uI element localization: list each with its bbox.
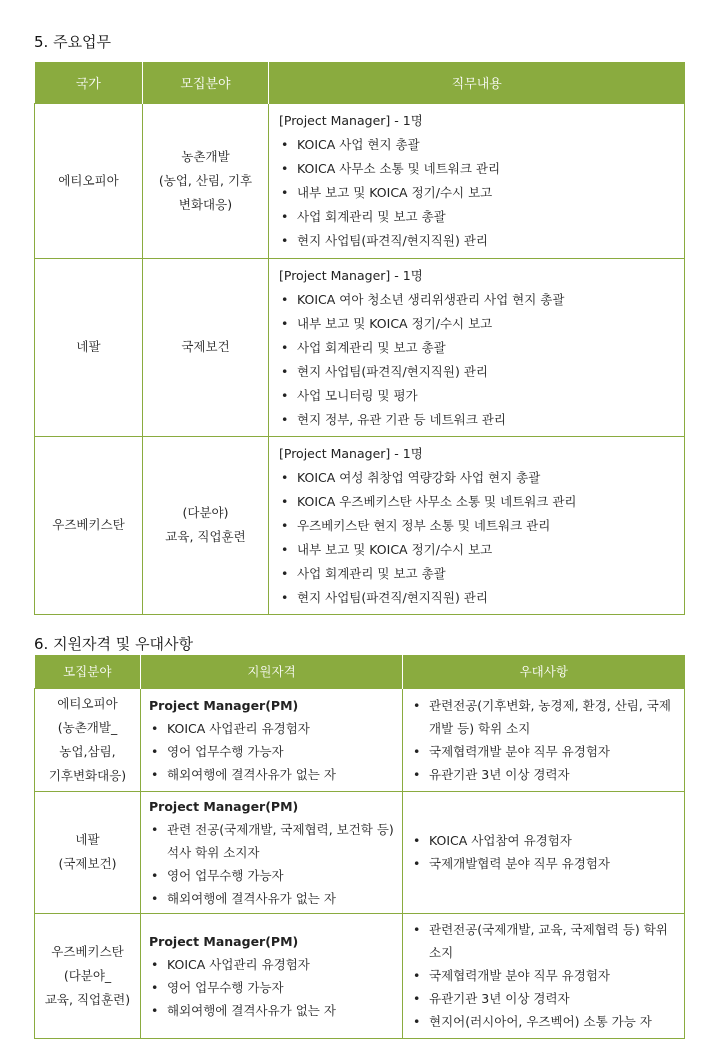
duty-list: [279, 466, 674, 610]
preference-item: • 관련전공(기후변화, 농경제, 환경, 산림, 국제개발 등) 학위 소지: [411, 694, 676, 740]
qualification-row: [35, 688, 685, 791]
duty-item: • 사업 모니터링 및 평가: [279, 384, 674, 408]
duties-cell: [269, 103, 685, 258]
duty-item: • 내부 보고 및 KOICA 정기/수시 보고: [279, 538, 674, 562]
country-name: 우즈베키스탄: [52, 517, 125, 532]
country-name: 에티오피아: [58, 172, 119, 188]
qualification-header-row: [35, 655, 685, 688]
preference-item: • 유관기관 3년 이상 경력자: [411, 763, 676, 786]
duty-item: • KOICA 사업 현지 총괄: [279, 133, 674, 157]
qualification-row: [35, 791, 685, 913]
duties-cell: [269, 258, 685, 436]
field-line: (다분야): [182, 505, 229, 520]
duty-item: • 사업 회계관리 및 보고 총괄: [279, 562, 674, 586]
recruit-field-line: (다분야_: [63, 967, 112, 983]
role-title: [Project Manager] - 1명: [279, 113, 423, 128]
qualification-item: • 해외여행에 결격사유가 없는 자: [149, 763, 394, 786]
role-title: [Project Manager] - 1명: [279, 445, 423, 461]
qualifications-cell: [141, 791, 403, 913]
role-title: [Project Manager] - 1명: [279, 267, 423, 283]
qualification-item: • 영어 업무수행 가능자: [149, 976, 394, 999]
field-cell: [143, 258, 269, 436]
field-cell: [143, 436, 269, 614]
qualification-item: • KOICA 사업관리 유경험자: [149, 953, 394, 976]
preference-item: • 현지어(러시아어, 우즈벡어) 소통 가능 자: [411, 1010, 676, 1033]
preference-item: • 관련전공(국제개발, 교육, 국제협력 등) 학위 소지: [411, 918, 676, 964]
field-line: (농업, 산림, 기후: [158, 172, 253, 188]
recruit-field-cell: [35, 913, 141, 1038]
field-line: 교육, 직업훈련: [165, 529, 246, 544]
duty-list: [279, 133, 674, 253]
duty-item: • 현지 사업팀(파견직/현지직원) 관리: [279, 229, 674, 253]
duty-list: [279, 288, 674, 432]
qualifications-cell: [141, 913, 403, 1038]
duty-item: • 현지 정부, 유관 기관 등 네트워크 관리: [279, 408, 674, 432]
recruit-field-cell: [35, 688, 141, 791]
preference-item: • 국제개발협력 분야 직무 유경험자: [411, 852, 676, 875]
qualification-table: [34, 655, 685, 1039]
pm-title: Project Manager(PM): [149, 798, 299, 814]
qualification-list: [149, 818, 394, 910]
recruit-field-line: 우즈베키스탄: [51, 943, 124, 959]
recruit-field-line: 교육, 직업훈련): [44, 991, 131, 1007]
qualification-list: [149, 717, 394, 786]
duty-item: • 현지 사업팀(파견직/현지직원) 관리: [279, 360, 674, 384]
duty-item: • 사업 회계관리 및 보고 총괄: [279, 336, 674, 360]
duty-item: • 사업 회계관리 및 보고 총괄: [279, 205, 674, 229]
recruit-field-line: (농촌개발_: [57, 719, 118, 735]
duty-item: • 내부 보고 및 KOICA 정기/수시 보고: [279, 181, 674, 205]
duties-header-row: [35, 62, 685, 103]
preferences-cell: [403, 791, 685, 913]
duties-table: [34, 62, 685, 615]
country-cell: [35, 103, 143, 258]
preference-item: • KOICA 사업참여 유경험자: [411, 829, 676, 852]
recruit-field-line: 농업,삼림,: [59, 743, 116, 759]
qualification-item: • KOICA 사업관리 유경험자: [149, 717, 394, 740]
recruit-field-line: 기후변화대응): [48, 767, 127, 783]
duties-row: [35, 103, 685, 258]
header-duties: 직무내용: [269, 62, 685, 103]
header-preferences: 우대사항: [403, 655, 685, 688]
preference-list: [411, 694, 676, 786]
pm-title: Project Manager(PM): [149, 933, 299, 949]
duties-row: [35, 436, 685, 614]
section5-title: 5. 주요업무: [34, 33, 112, 51]
preferences-cell: [403, 913, 685, 1038]
recruit-field-cell: [35, 791, 141, 913]
field-cell: [143, 103, 269, 258]
section6-title: 6. 지원자격 및 우대사항: [34, 635, 194, 653]
preference-item: • 유관기관 3년 이상 경력자: [411, 987, 676, 1010]
recruit-field-line: 에티오피아: [57, 695, 118, 711]
qualification-item: • 해외여행에 결격사유가 없는 자: [149, 999, 394, 1022]
duty-item: • KOICA 사무소 소통 및 네트워크 관리: [279, 157, 674, 181]
duty-item: • KOICA 우즈베키스탄 사무소 소통 및 네트워크 관리: [279, 490, 674, 514]
preference-item: • 국제협력개발 분야 직무 유경험자: [411, 964, 676, 987]
duties-cell: [269, 436, 685, 614]
country-cell: [35, 436, 143, 614]
qualifications-cell: [141, 688, 403, 791]
duty-item: • 내부 보고 및 KOICA 정기/수시 보고: [279, 312, 674, 336]
field-line: 농촌개발: [181, 148, 230, 164]
field-line: 변화대응): [178, 196, 233, 212]
duty-item: • KOICA 여성 취창업 역량강화 사업 현지 총괄: [279, 466, 674, 490]
header-field: 모집분야: [143, 62, 269, 103]
qualification-item: • 영어 업무수행 가능자: [149, 864, 394, 887]
duties-row: [35, 258, 685, 436]
qualification-row: [35, 913, 685, 1038]
field-line: 국제보건: [181, 339, 230, 354]
country-name: 네팔: [76, 339, 101, 354]
qualification-item: • 영어 업무수행 가능자: [149, 740, 394, 763]
header-country: 국가: [35, 62, 143, 103]
header-qualifications: 지원자격: [141, 655, 403, 688]
qualification-item: • 관련 전공(국제개발, 국제협력, 보건학 등) 석사 학위 소지자: [149, 818, 394, 864]
duty-item: • KOICA 여아 청소년 생리위생관리 사업 현지 총괄: [279, 288, 674, 312]
preference-item: • 국제협력개발 분야 직무 유경험자: [411, 740, 676, 763]
duty-item: • 우즈베키스탄 현지 정부 소통 및 네트워크 관리: [279, 514, 674, 538]
recruit-field-line: 네팔: [75, 832, 100, 847]
qualification-item: • 해외여행에 결격사유가 없는 자: [149, 887, 394, 910]
duty-item: • 현지 사업팀(파견직/현지직원) 관리: [279, 586, 674, 610]
header-recruit-field: 모집분야: [35, 655, 141, 688]
recruit-field-line: (국제보건): [58, 856, 117, 871]
preference-list: [411, 829, 676, 875]
preference-list: [411, 918, 676, 1033]
preferences-cell: [403, 688, 685, 791]
country-cell: [35, 258, 143, 436]
pm-title: Project Manager(PM): [149, 697, 299, 713]
qualification-list: [149, 953, 394, 1022]
